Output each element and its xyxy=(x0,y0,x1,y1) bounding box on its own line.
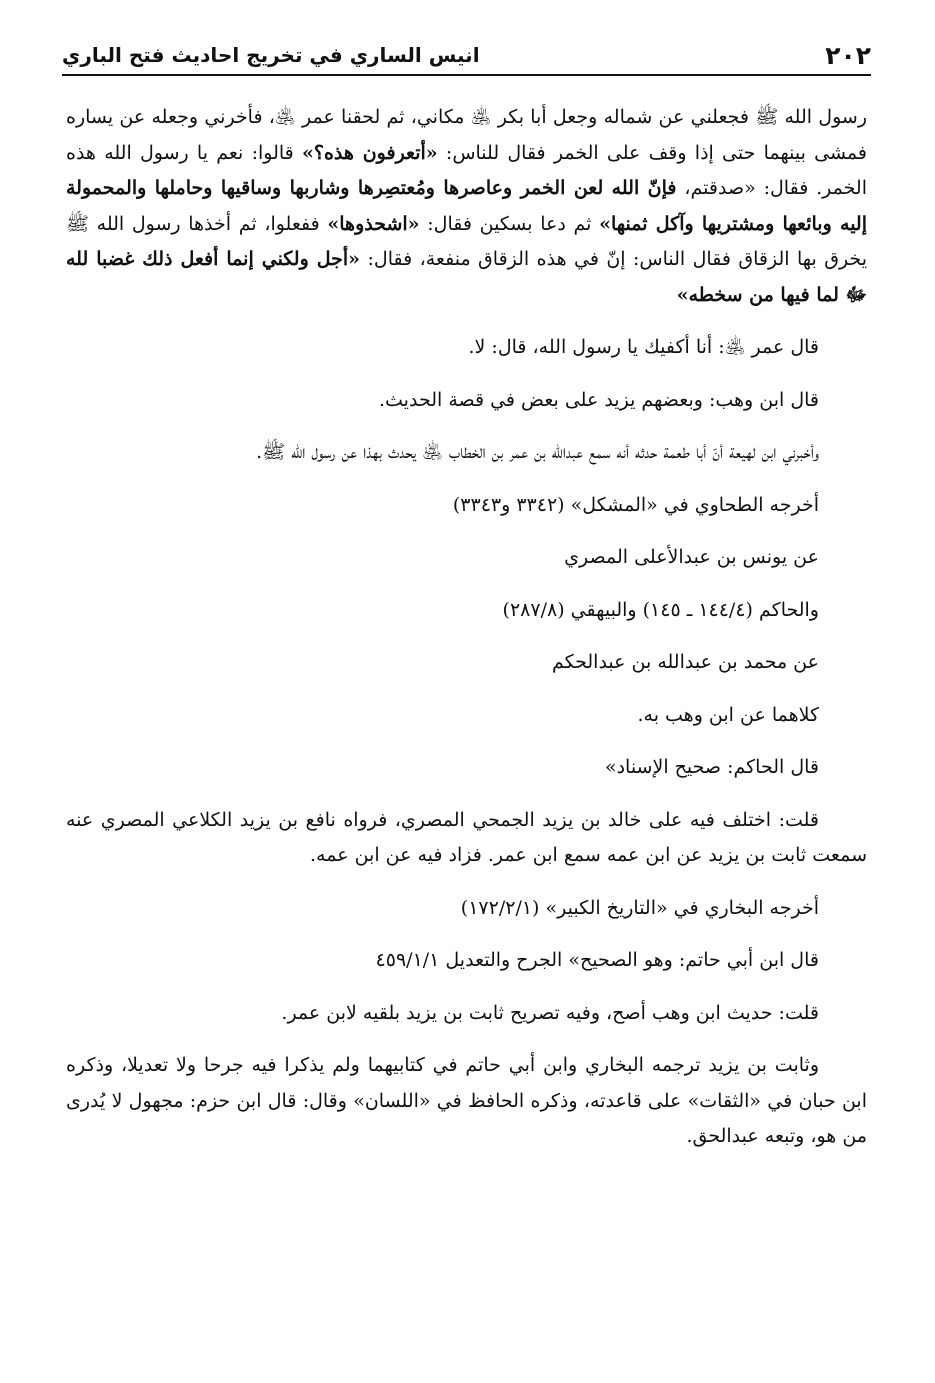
page-body xyxy=(66,100,867,1155)
paragraph xyxy=(66,330,867,366)
paragraph xyxy=(66,100,867,313)
body-text-segment: كلاهما عن ابن وهب به. xyxy=(637,703,819,726)
body-text-segment: قال ابن وهب: وبعضهم يزيد على بعض في قصة الحديث. xyxy=(378,388,819,411)
paragraph xyxy=(66,943,867,979)
body-text-segment: قالوا: نعم يا رسول الله هذه الخمر. فقال: «صدقتم، xyxy=(66,141,867,199)
body-text-segment: قلت: اختلف فيه على خالد بن يزيد الجمحي المصري، فرواه نافع بن يزيد الكلاعي المصري عنه سمعت ثابت بن يزيد عن ابن عمه سمع ابن عمر. فزاد فيه عن ابن عمه. xyxy=(66,808,867,866)
quoted-hadith-text: «اشحذوها» xyxy=(327,212,420,235)
body-text-segment: قال الحاكم: صحيح الإسناد» xyxy=(604,756,819,778)
body-text-segment: قال عمر ﵁: أنا أكفيك يا رسول الله، قال: لا. xyxy=(468,336,819,358)
body-text-segment: أخرجه البخاري في «التاريخ الكبير» (١٧٢/٢/١) xyxy=(460,896,819,919)
body-text-segment: عن يونس بن عبدالأعلى المصري xyxy=(564,546,819,568)
quoted-hadith-text: فإنّ الله لعن الخمر وعاصرها ومُعتصِرها وشاربها وساقيها وحاملها والمحمولة إليه وبائعها ومشتريها وآكل ثمنها» xyxy=(66,177,867,235)
paragraph xyxy=(66,488,867,524)
paragraph xyxy=(66,540,867,576)
body-text-segment: قال ابن أبي حاتم: وهو الصحيح» الجرح والتعديل ٤٥٩/١/١ xyxy=(375,949,819,971)
paragraph xyxy=(66,996,867,1032)
paragraph xyxy=(66,383,867,419)
paragraph xyxy=(66,593,867,629)
page-number: ٢٠٢ xyxy=(825,40,871,70)
paragraph xyxy=(66,645,867,681)
paragraph xyxy=(66,891,867,927)
paragraph xyxy=(66,435,867,471)
body-text-segment: وأخبرني ابن لهيعة أنّ أبا طعمة حدثه أنه سمع عبدالله بن عمر بن الخطاب ﵁ يحدث بهذا عن رسول الله ﷺ. xyxy=(256,441,819,463)
quoted-hadith-text: «أتعرفون هذه؟» xyxy=(302,141,438,164)
body-text-segment: وثابت بن يزيد ترجمه البخاري وابن أبي حاتم في كتابيهما ولم يذكرا فيه جرحا ولا تعديلا، وذكره ابن حبان في «الثقات» على قاعدته، وذكره الحافظ في «اللسان» وقال: قال ابن حزم: مجهول لا يُدرى من هو، وتبعه عبدالحق. xyxy=(66,1054,867,1147)
body-text-segment: عن محمد بن عبدالله بن عبدالحكم xyxy=(551,651,819,673)
paragraph xyxy=(66,1048,867,1155)
body-text-segment: ثم دعا بسكين فقال: xyxy=(419,212,600,235)
paragraph xyxy=(66,750,867,786)
body-text-segment: رسول الله ﷺ فجعلني عن شماله وجعل أبا بكر ﵁ مكاني، ثم لحقنا عمر ﵁، فأخرني وجعله عن يساره فمشى بينهما حتى إذا وقف على الخمر فقال للناس: xyxy=(66,106,867,164)
body-text-segment: قلت: حديث ابن وهب أصح، وفيه تصريح ثابت بن يزيد بلقيه لابن عمر. xyxy=(281,1001,819,1024)
book-title: انيس الساري في تخريج احاديث فتح الباري xyxy=(62,43,480,67)
paragraph xyxy=(66,803,867,874)
body-text-segment: والحاكم (١٤٤/٤ ـ ١٤٥) والبيهقي (٢٨٧/٨) xyxy=(502,598,819,621)
quoted-hadith-text: «أجل ولكني إنما أفعل ذلك غضبا لله ﷻ لما فيها من سخطه» xyxy=(66,248,867,306)
paragraph xyxy=(66,698,867,734)
body-text-segment: ففعلوا، ثم أخذها رسول الله ﷺ يخرق بها الزقاق فقال الناس: إنّ في هذه الزقاق منفعة، فقال: xyxy=(66,212,867,270)
body-text-segment: أخرجه الطحاوي في «المشكل» (٣٣٤٢ و٣٣٤٣) xyxy=(452,493,819,516)
page-header xyxy=(62,36,871,76)
